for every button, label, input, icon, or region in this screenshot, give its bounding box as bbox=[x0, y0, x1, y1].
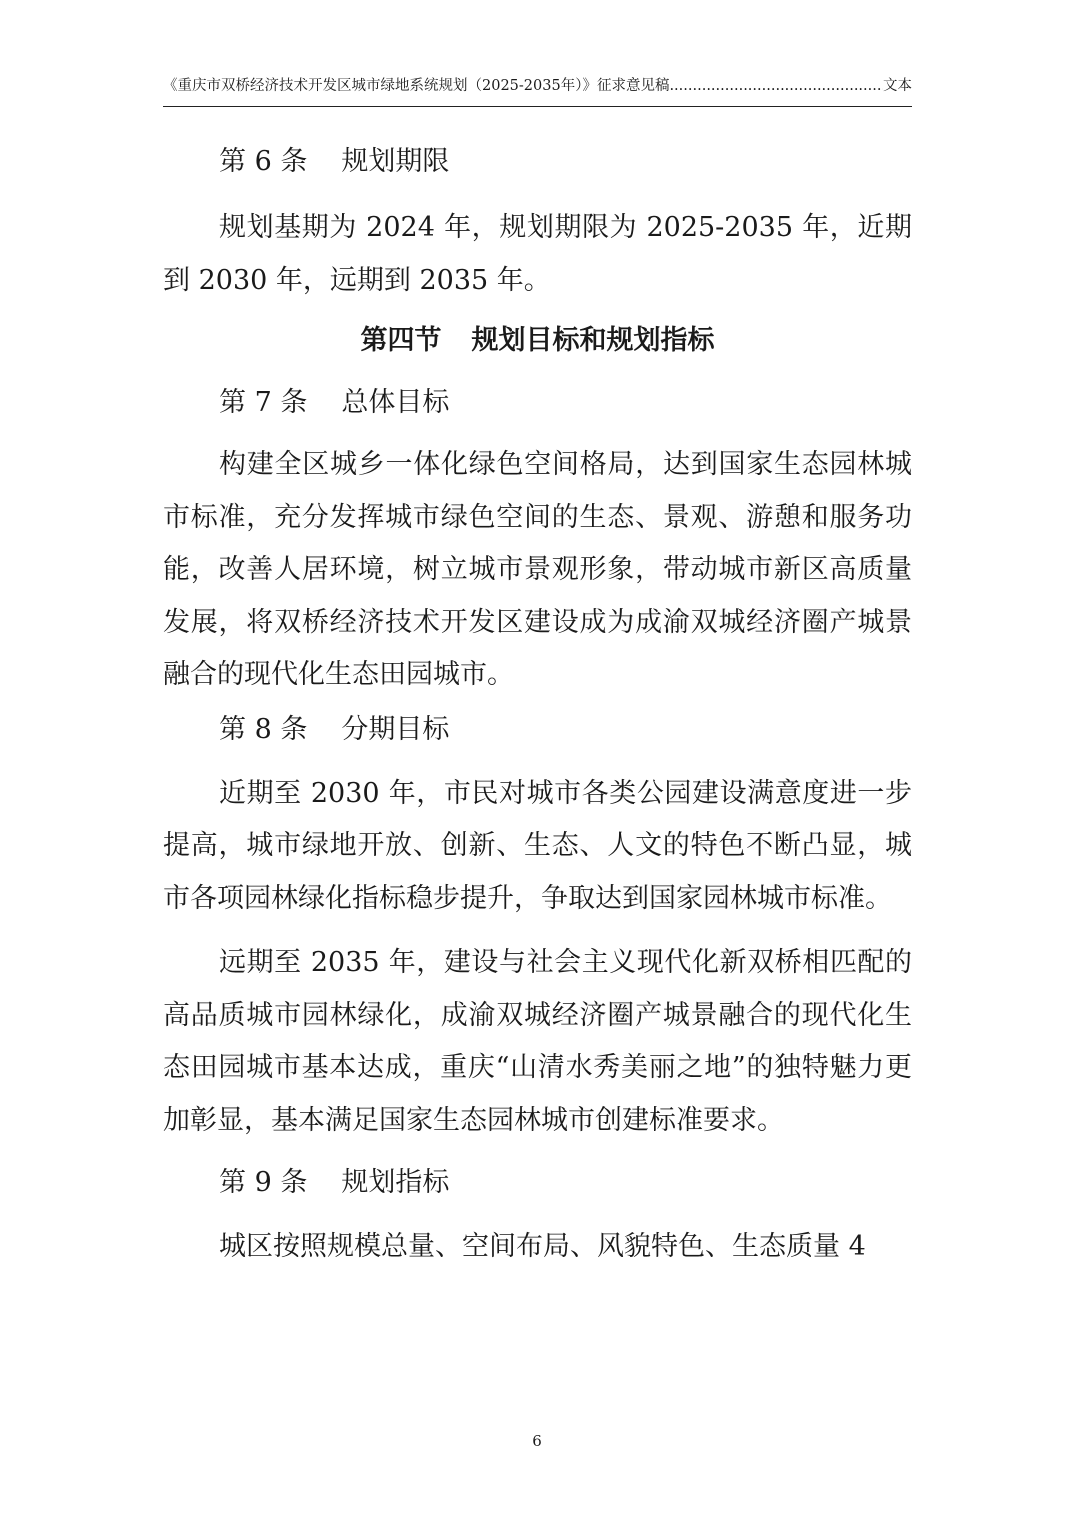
article-8-heading bbox=[163, 704, 912, 756]
article-number: 第 7 条 bbox=[219, 387, 308, 418]
page-number: 6 bbox=[532, 1432, 542, 1450]
section-4-heading bbox=[163, 315, 912, 367]
article-7-paragraph: 构建全区城乡一体化绿色空间格局，达到国家生态园林城市标准，充分发挥城市绿色空间的生态、景观、游憩和服务功能，改善人居环境，树立城市景观形象，带动城市新区高质量发展，将双桥经济技术开发区建设成为成渝双城经济圈产城景融合的现代化生态田园城市。 bbox=[163, 449, 912, 690]
article-9-heading bbox=[163, 1157, 912, 1209]
article-7-heading bbox=[163, 377, 912, 429]
article-title: 分期目标 bbox=[341, 713, 450, 745]
article-9-paragraph: 城区按照规模总量、空间布局、风貌特色、生态质量 4 bbox=[219, 1231, 866, 1262]
document-body bbox=[163, 136, 912, 1274]
article-title: 总体目标 bbox=[341, 387, 450, 418]
document-title: 《重庆市双桥经济技术开发区城市绿地系统规划（2025-2035年）》征求意见稿 bbox=[163, 78, 670, 94]
document-type: 文本 bbox=[883, 78, 912, 94]
article-number: 第 6 条 bbox=[219, 146, 308, 177]
article-6-paragraph: 规划基期为 2024 年，规划期限为 2025-2035 年，近期到 2030 年，远期到 2035 年。 bbox=[163, 212, 912, 296]
article-number: 第 9 条 bbox=[219, 1167, 308, 1198]
section-number: 第四节 bbox=[360, 325, 442, 356]
page-header bbox=[163, 76, 912, 107]
article-title: 规划指标 bbox=[341, 1167, 450, 1198]
article-number: 第 8 条 bbox=[219, 713, 308, 745]
article-8-near-term-paragraph: 近期至 2030 年，市民对城市各类公园建设满意度进一步提高，城市绿地开放、创新、生态、人文的特色不断凸显，城市各项园林绿化指标稳步提升，争取达到国家园林城市标准。 bbox=[163, 777, 912, 914]
article-8-long-term-paragraph: 远期至 2035 年，建设与社会主义现代化新双桥相匹配的高品质城市园林绿化，成渝双城经济圈产城景融合的现代化生态田园城市基本达成，重庆“山清水秀美丽之地”的独特魅力更加彰显，基本满足国家生态园林城市创建标准要求。 bbox=[163, 947, 912, 1136]
article-title: 规划期限 bbox=[341, 146, 450, 177]
header-dot-leader bbox=[669, 76, 883, 106]
section-title: 规划目标和规划指标 bbox=[471, 325, 715, 356]
article-6-heading bbox=[163, 136, 912, 188]
